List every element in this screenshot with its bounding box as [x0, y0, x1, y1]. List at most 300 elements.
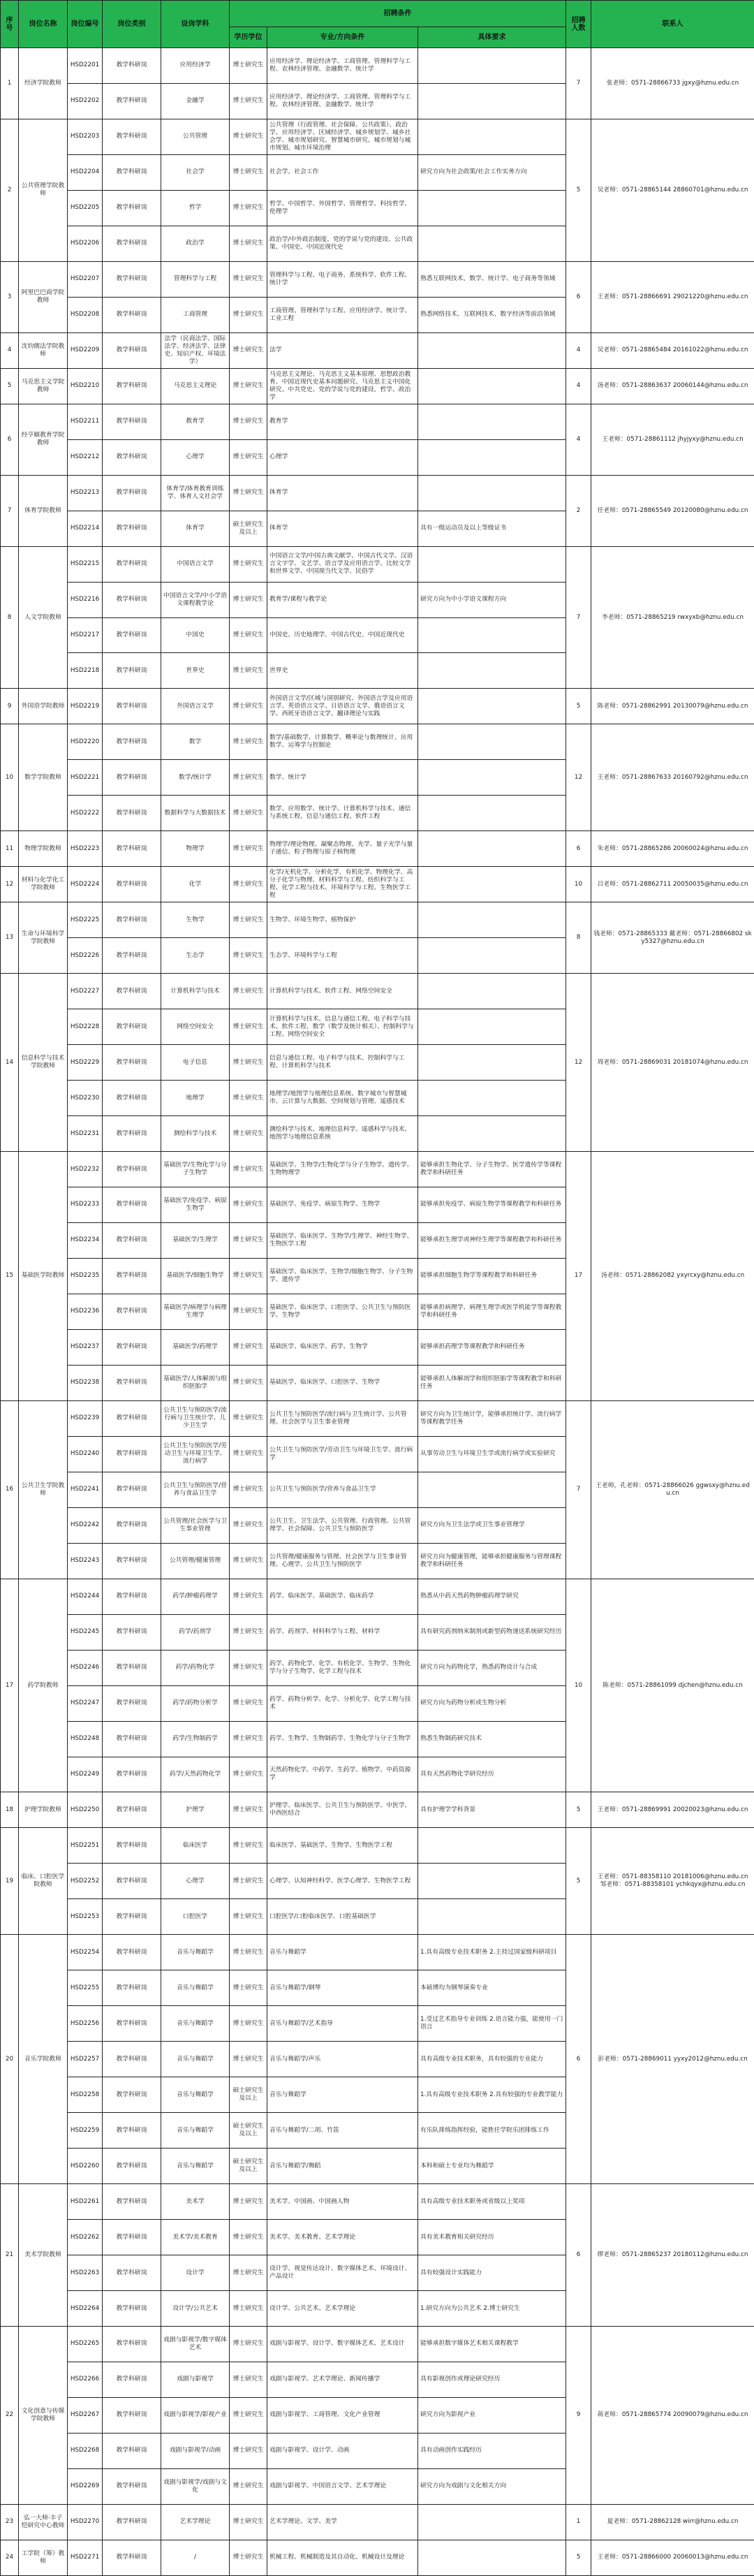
- cell-code: HSD2255: [68, 1970, 103, 2006]
- cell-category: 教学科研岗: [103, 2540, 161, 2575]
- cell-major: 数学/基础数学、计算数学、概率论与数理统计、应用数学、运筹学与控制论: [267, 724, 418, 760]
- cell-category: 教学科研岗: [103, 2327, 161, 2362]
- cell-code: HSD2227: [68, 974, 103, 1009]
- cell-subject: 药学/天然药物化学: [161, 1757, 230, 1792]
- cell-code: HSD2257: [68, 2042, 103, 2077]
- cell-req: [418, 938, 566, 974]
- cell-req: [418, 2504, 566, 2540]
- cell-subject: 音乐与舞蹈学: [161, 1935, 230, 1970]
- cell-degree: 博士研究生: [230, 261, 267, 297]
- cell-major: 美术学、中国画、中国画人物: [267, 2184, 418, 2220]
- cell-degree: 博士研究生: [230, 760, 267, 796]
- cell-code: HSD2249: [68, 1757, 103, 1792]
- cell-num: 10: [566, 867, 591, 902]
- cell-subject: /: [161, 2540, 230, 2575]
- cell-major: 美术学、美术教育、艺术学理论: [267, 2220, 418, 2255]
- cell-major: 设计学、视觉传达设计、数字媒体艺术、环境设计、产品设计: [267, 2255, 418, 2291]
- cell-code: HSD2256: [68, 2006, 103, 2042]
- cell-major: 临床医学、基础医学、生物学、生物医学工程: [267, 1828, 418, 1864]
- cell-category: 教学科研岗: [103, 2255, 161, 2291]
- cell-subject: 教育学: [161, 404, 230, 439]
- cell-subject: 公共卫生与预防医学/营养与食品卫生学: [161, 1472, 230, 1507]
- cell-contact: 王老师：0571-28866000 20060013@hznu.edu.cn: [591, 2540, 754, 2575]
- cell-req: 研究方向为卫生法学或卫生事业管理学: [418, 1507, 566, 1543]
- cell-req: [418, 1045, 566, 1081]
- cell-code: HSD2225: [68, 902, 103, 938]
- cell-subject: 音乐与舞蹈学: [161, 2077, 230, 2113]
- cell-req: [418, 226, 566, 261]
- cell-seq: 13: [1, 902, 19, 974]
- cell-degree: 博士研究生: [230, 1507, 267, 1543]
- cell-major: 管理科学与工程、电子商务、系统科学、软件工程、统计学: [267, 261, 418, 297]
- cell-degree: 博士研究生: [230, 2006, 267, 2042]
- cell-subject: 测绘科学与技术: [161, 1116, 230, 1152]
- cell-code: HSD2234: [68, 1222, 103, 1258]
- cell-degree: 博士研究生: [230, 226, 267, 261]
- cell-subject: 地理学: [161, 1081, 230, 1116]
- cell-subject: 基础医学/病理学与病理生理学: [161, 1294, 230, 1329]
- cell-dept: 护理学院教师: [19, 1792, 68, 1828]
- cell-code: HSD2232: [68, 1152, 103, 1187]
- cell-req: 有乐队排练指挥经验，能胜任学院乐团排练工作: [418, 2113, 566, 2149]
- cell-category: 教学科研岗: [103, 1650, 161, 1685]
- cell-contact: 王老师：0571-28867633 20160792@hznu.edu.cn: [591, 724, 754, 831]
- header-degree: 学历学位: [230, 27, 267, 48]
- cell-category: 教学科研岗: [103, 368, 161, 404]
- cell-major: 社会学、社会工作: [267, 154, 418, 190]
- header-subject: 设岗学科: [161, 1, 230, 48]
- cell-contact: 陈老师：0571-28862991 20130079@hznu.edu.cn: [591, 689, 754, 724]
- table-row: [1, 119, 754, 154]
- cell-major: 药学、临床医学、基础医学、临床药学: [267, 1579, 418, 1614]
- cell-major: 中国史、历史地理学、中国古代史、中国近现代史: [267, 617, 418, 653]
- cell-num: 7: [566, 546, 591, 689]
- table-row: [1, 546, 754, 582]
- cell-seq: 12: [1, 867, 19, 902]
- cell-degree: 博士研究生: [230, 1045, 267, 1081]
- cell-seq: 8: [1, 546, 19, 689]
- cell-subject: 中国语言文学/中小学语文课程教学论: [161, 582, 230, 617]
- cell-req: [418, 83, 566, 119]
- cell-subject: 临床医学: [161, 1828, 230, 1864]
- cell-major: 工商管理、管理科学与工程、应用经济学、统计学、工业工程: [267, 297, 418, 332]
- cell-major: 基础医学、生物学/生物化学与分子生物学、遗传学、生物物理学: [267, 1152, 418, 1187]
- cell-code: HSD2221: [68, 760, 103, 796]
- cell-category: 教学科研岗: [103, 1436, 161, 1472]
- cell-major: 机械工程、机械制造及其自动化、机械设计及理论: [267, 2540, 418, 2575]
- cell-req: 能够承担细胞生物学等课程教学和科研任务: [418, 1258, 566, 1294]
- cell-code: HSD2209: [68, 332, 103, 368]
- cell-code: HSD2211: [68, 404, 103, 439]
- table-row: [1, 2327, 754, 2362]
- cell-req: [418, 48, 566, 84]
- cell-num: 4: [566, 368, 591, 404]
- cell-contact: 夏老师：0571-28862128 wirr@hznu.edu.cn: [591, 2504, 754, 2540]
- cell-degree: 博士研究生: [230, 1899, 267, 1935]
- cell-dept: 临床、口腔医学院教师: [19, 1828, 68, 1935]
- cell-degree: 博士研究生: [230, 1792, 267, 1828]
- cell-category: 教学科研岗: [103, 439, 161, 475]
- cell-req: [418, 1472, 566, 1507]
- cell-major: 音乐与舞蹈学/舞蹈: [267, 2149, 418, 2184]
- cell-major: 教育学: [267, 404, 418, 439]
- cell-contact: 吴老师：0571-28865144 28860701@hznu.edu.cn: [591, 119, 754, 261]
- cell-req: [418, 190, 566, 226]
- cell-degree: 博士研究生: [230, 1365, 267, 1400]
- cell-degree: 博士研究生: [230, 1329, 267, 1365]
- cell-subject: 哲学: [161, 190, 230, 226]
- header-seq: 序号: [1, 1, 19, 48]
- cell-subject: 管理科学与工程: [161, 261, 230, 297]
- cell-seq: 4: [1, 332, 19, 368]
- cell-degree: 博士研究生: [230, 689, 267, 724]
- cell-code: HSD2210: [68, 368, 103, 404]
- cell-category: 教学科研岗: [103, 1579, 161, 1614]
- cell-subject: 美术学: [161, 2184, 230, 2220]
- cell-code: HSD2236: [68, 1294, 103, 1329]
- cell-major: 药学、药物分析学、化学、分析化学、化学工程与技术: [267, 1685, 418, 1721]
- cell-degree: 博士研究生: [230, 617, 267, 653]
- cell-category: 教学科研岗: [103, 2504, 161, 2540]
- cell-subject: 物理学: [161, 831, 230, 867]
- cell-req: 研究方向为中小学语文课程方向: [418, 582, 566, 617]
- cell-category: 教学科研岗: [103, 1222, 161, 1258]
- table-row: [1, 2540, 754, 2575]
- cell-contact: 周老师：0571-28869031 20181074@hznu.edu.cn: [591, 974, 754, 1152]
- cell-req: [418, 689, 566, 724]
- cell-subject: 法学（民商法学、国际法学、经济法学、法律史、知识产权、环境法学）: [161, 332, 230, 368]
- cell-code: HSD2254: [68, 1935, 103, 1970]
- cell-contact: 李老师：0571-28865219 rwxyxb@hznu.edu.cn: [591, 546, 754, 689]
- cell-num: 6: [566, 831, 591, 867]
- cell-subject: 音乐与舞蹈学: [161, 2042, 230, 2077]
- cell-code: HSD2202: [68, 83, 103, 119]
- cell-degree: 博士研究生: [230, 404, 267, 439]
- cell-code: HSD2238: [68, 1365, 103, 1400]
- cell-category: 教学科研岗: [103, 2149, 161, 2184]
- cell-major: 信息与通信工程、电子科学与技术、控制科学与工程、计算机科学与技术: [267, 1045, 418, 1081]
- cell-contact: 汤老师：0571-28863637 20060144@hznu.edu.cn: [591, 368, 754, 404]
- cell-req: [418, 546, 566, 582]
- cell-dept: 物理学院教师: [19, 831, 68, 867]
- cell-contact: 汤老师：0571-28862082 yxyrcxy@hznu.edu.cn: [591, 1152, 754, 1401]
- cell-major: 音乐与舞蹈学/声乐: [267, 2042, 418, 2077]
- cell-category: 教学科研岗: [103, 226, 161, 261]
- cell-contact: 缪老师：0571-28865237 20180112@hznu.edu.cn: [591, 2184, 754, 2327]
- cell-seq: 23: [1, 2504, 19, 2540]
- cell-degree: 博士研究生: [230, 2397, 267, 2433]
- cell-contact: 张老师：0571-28866733 jgxy@hznu.edu.cn: [591, 48, 754, 119]
- cell-req: 熟悉生物制药研究技术: [418, 1721, 566, 1757]
- cell-major: 公共卫生与预防医学/流行病与卫生统计学、公共管理、社会医学与卫生事业管理: [267, 1400, 418, 1436]
- cell-category: 教学科研岗: [103, 297, 161, 332]
- cell-subject: 生物学: [161, 902, 230, 938]
- cell-subject: 生态学: [161, 938, 230, 974]
- cell-degree: 博士研究生: [230, 119, 267, 154]
- cell-category: 教学科研岗: [103, 261, 161, 297]
- table-row: [1, 261, 754, 297]
- cell-category: 教学科研岗: [103, 760, 161, 796]
- cell-major: 设计学、公共艺术、艺术学理论: [267, 2291, 418, 2327]
- cell-major: 计算机科学与技术、信息与通信工程、电子科学与技术、软件工程、数学（数学及统计相关）、控制科学与工程、网络空间安全: [267, 1009, 418, 1045]
- cell-degree: 博士研究生: [230, 1935, 267, 1970]
- cell-subject: 美术学/美术教育: [161, 2220, 230, 2255]
- cell-contact: 王老师：0571-88358110 20181006@hznu.edu.cn 邹老师：0571-88358101 ychkqyx@hznu.edu.cn: [591, 1828, 754, 1935]
- cell-degree: 博士研究生: [230, 297, 267, 332]
- cell-req: 熟悉网络技术、互联网技术、数字经济等前沿领域: [418, 297, 566, 332]
- cell-degree: 博士研究生: [230, 1614, 267, 1650]
- cell-major: 基础医学、临床医学、口腔医学、生物学: [267, 1365, 418, 1400]
- cell-category: 教学科研岗: [103, 1009, 161, 1045]
- cell-subject: 基础医学/药理学: [161, 1329, 230, 1365]
- cell-subject: 世界史: [161, 653, 230, 689]
- cell-major: 基础医学、临床医学、药学、生物学: [267, 1329, 418, 1365]
- cell-major: 戏剧与影视学、工商管理、文化产业管理: [267, 2397, 418, 2433]
- cell-subject: 基础医学/细胞生物学: [161, 1258, 230, 1294]
- cell-degree: 博士研究生: [230, 1543, 267, 1579]
- cell-category: 教学科研岗: [103, 1329, 161, 1365]
- cell-contact: 王老师，孔老师：0571-28866026 ggwsxy@hznu.edu.cn: [591, 1400, 754, 1579]
- cell-degree: 博士研究生: [230, 83, 267, 119]
- cell-code: HSD2259: [68, 2113, 103, 2149]
- cell-degree: 博士研究生: [230, 1757, 267, 1792]
- cell-code: HSD2204: [68, 154, 103, 190]
- cell-req: [418, 119, 566, 154]
- table-row: [1, 689, 754, 724]
- header-num: 招聘人数: [566, 1, 591, 48]
- cell-contact: 蒋老师：0571-28865774 20090079@hznu.edu.cn: [591, 2327, 754, 2505]
- cell-dept: 阿里巴巴商学院教师: [19, 261, 68, 332]
- cell-seq: 18: [1, 1792, 19, 1828]
- cell-dept: 人文学院教师: [19, 546, 68, 689]
- cell-req: 1.具有高级专业技术职务 2.具有较强的专业教学能力: [418, 2077, 566, 2113]
- cell-subject: 口腔医学: [161, 1899, 230, 1935]
- cell-degree: 博士研究生: [230, 2255, 267, 2291]
- cell-degree: 博士研究生: [230, 2433, 267, 2468]
- cell-category: 教学科研岗: [103, 582, 161, 617]
- cell-degree: 博士研究生: [230, 190, 267, 226]
- cell-num: 10: [566, 1579, 591, 1792]
- cell-subject: 中国史: [161, 617, 230, 653]
- cell-code: HSD2240: [68, 1436, 103, 1472]
- cell-major: 戏剧与影视学、艺术学理论、新闻传播学: [267, 2362, 418, 2397]
- cell-category: 教学科研岗: [103, 1757, 161, 1792]
- cell-category: 教学科研岗: [103, 2291, 161, 2327]
- cell-num: 9: [566, 2327, 591, 2505]
- cell-category: 教学科研岗: [103, 617, 161, 653]
- cell-major: 音乐与舞蹈学: [267, 1935, 418, 1970]
- table-row: [1, 902, 754, 938]
- cell-degree: 博士研究生: [230, 1294, 267, 1329]
- cell-dept: 外国语学院教师: [19, 689, 68, 724]
- cell-major: 护理学、临床医学、公共卫生与预防医学、中医学、中西医结合: [267, 1792, 418, 1828]
- header-contact: 联系人: [591, 1, 754, 48]
- cell-req: 熟悉互联网技术，数学、统计学、电子商务等领域: [418, 261, 566, 297]
- cell-code: HSD2206: [68, 226, 103, 261]
- cell-req: [418, 617, 566, 653]
- cell-code: HSD2250: [68, 1792, 103, 1828]
- cell-code: HSD2267: [68, 2397, 103, 2433]
- table-row: [1, 2504, 754, 2540]
- cell-category: 教学科研岗: [103, 2113, 161, 2149]
- cell-code: HSD2229: [68, 1045, 103, 1081]
- cell-category: 教学科研岗: [103, 653, 161, 689]
- cell-major: 心理学、认知神经科学、医学心理学、生物医学工程: [267, 1864, 418, 1899]
- cell-dept: 基础医学院教师: [19, 1152, 68, 1401]
- cell-degree: 博士研究生: [230, 1222, 267, 1258]
- cell-category: 教学科研岗: [103, 1365, 161, 1400]
- cell-major: 体育学: [267, 511, 418, 546]
- cell-subject: 戏剧与影视学/戏剧与文化: [161, 2468, 230, 2504]
- cell-req: [418, 760, 566, 796]
- cell-major: 化学/无机化学、分析化学、有机化学、物理化学、高分子化学与物理、材料科学与工程、纺织科学与工程、化学工程与技术、环境科学与工程、生物医学工程: [267, 867, 418, 902]
- cell-dept: 药学院教师: [19, 1579, 68, 1792]
- cell-major: 法学: [267, 332, 418, 368]
- cell-contact: 陈老师：0571-28861099 djchen@hznu.edu.cn: [591, 1579, 754, 1792]
- cell-code: HSD2228: [68, 1009, 103, 1045]
- cell-degree: 博士研究生: [230, 938, 267, 974]
- cell-degree: 博士研究生: [230, 2184, 267, 2220]
- cell-category: 教学科研岗: [103, 1081, 161, 1116]
- cell-req: [418, 724, 566, 760]
- cell-category: 教学科研岗: [103, 1970, 161, 2006]
- cell-major: 音乐与舞蹈学/二胡、竹笛: [267, 2113, 418, 2149]
- cell-dept: 生命与环境科学学院教师: [19, 902, 68, 974]
- cell-seq: 19: [1, 1828, 19, 1935]
- cell-degree: 博士研究生: [230, 2220, 267, 2255]
- cell-code: HSD2262: [68, 2220, 103, 2255]
- cell-major: 世界史: [267, 653, 418, 689]
- cell-subject: 护理学: [161, 1792, 230, 1828]
- cell-num: 5: [566, 2540, 591, 2575]
- table-row: [1, 974, 754, 1009]
- cell-code: HSD2264: [68, 2291, 103, 2327]
- cell-degree: 博士研究生: [230, 1009, 267, 1045]
- cell-req: [418, 1116, 566, 1152]
- cell-category: 教学科研岗: [103, 1935, 161, 1970]
- cell-major: 体育学: [267, 475, 418, 511]
- cell-dept: 沈钧儒法学院教师: [19, 332, 68, 368]
- cell-category: 教学科研岗: [103, 1828, 161, 1864]
- cell-contact: 吕老师：0571-28862711 20050035@hznu.edu.cn: [591, 867, 754, 902]
- cell-subject: 社会学: [161, 154, 230, 190]
- cell-subject: 基础医学/免疫学、病原生物学: [161, 1187, 230, 1223]
- cell-degree: 博士研究生: [230, 1081, 267, 1116]
- cell-code: HSD2231: [68, 1116, 103, 1152]
- cell-seq: 6: [1, 404, 19, 475]
- header-conditions: 招聘条件: [230, 1, 566, 27]
- cell-major: 教育学/课程与教学论: [267, 582, 418, 617]
- cell-req: [418, 867, 566, 902]
- cell-req: 本硕博均为钢琴演奏专业: [418, 1970, 566, 2006]
- cell-degree: 硕士研究生及以上: [230, 511, 267, 546]
- cell-major: 应用经济学、理论经济学、工商管理、管理科学与工程、农林经济管理、金融数学、统计学: [267, 48, 418, 84]
- cell-subject: 政治学: [161, 226, 230, 261]
- cell-code: HSD2242: [68, 1507, 103, 1543]
- cell-degree: 博士研究生: [230, 1187, 267, 1223]
- cell-category: 教学科研岗: [103, 1116, 161, 1152]
- cell-subject: 音乐与舞蹈学: [161, 2113, 230, 2149]
- table-row: [1, 867, 754, 902]
- cell-subject: 数学: [161, 724, 230, 760]
- cell-subject: 数学/统计学: [161, 760, 230, 796]
- cell-degree: 博士研究生: [230, 368, 267, 404]
- cell-code: HSD2218: [68, 653, 103, 689]
- cell-category: 教学科研岗: [103, 475, 161, 511]
- cell-subject: 公共卫生与预防医学/流行病与卫生统计学、儿少卫生学: [161, 1400, 230, 1436]
- table-row: [1, 2184, 754, 2220]
- cell-req: [418, 796, 566, 831]
- cell-subject: 体育学: [161, 511, 230, 546]
- cell-major: 公共卫生、卫生法学、公共管理、行政管理、公共管理学、社会保障、公共卫生与预防医学: [267, 1507, 418, 1543]
- cell-subject: 音乐与舞蹈学: [161, 2149, 230, 2184]
- table-row: [1, 475, 754, 511]
- cell-req: 研究方向为影视产业: [418, 2397, 566, 2433]
- cell-num: 2: [566, 475, 591, 546]
- cell-contact: 钱老师：0571-28865333 戴老师：0571-28866802 sky5327@hznu.edu.cn: [591, 902, 754, 974]
- cell-category: 教学科研岗: [103, 2006, 161, 2042]
- cell-code: HSD2219: [68, 689, 103, 724]
- cell-major: 公共管理/健康服务与管理、社会医学与卫生事业管理、心理学、公共卫生与预防医学: [267, 1543, 418, 1579]
- cell-major: 心理学: [267, 439, 418, 475]
- cell-subject: 音乐与舞蹈学: [161, 1970, 230, 2006]
- cell-num: 4: [566, 332, 591, 368]
- table-row: [1, 48, 754, 84]
- cell-subject: 设计学/公共艺术: [161, 2291, 230, 2327]
- cell-subject: 基础医学/生物化学与分子生物学: [161, 1152, 230, 1187]
- cell-degree: 博士研究生: [230, 2540, 267, 2575]
- cell-subject: 计算机科学与技术: [161, 974, 230, 1009]
- cell-category: 教学科研岗: [103, 1472, 161, 1507]
- cell-major: 药学、生物学、生物制药学、生物化学与分子生物学: [267, 1721, 418, 1757]
- cell-degree: 博士研究生: [230, 2291, 267, 2327]
- cell-category: 教学科研岗: [103, 48, 161, 84]
- cell-num: 12: [566, 974, 591, 1152]
- cell-category: 教学科研岗: [103, 724, 161, 760]
- cell-major: 戏剧与影视学、中国语言文学、艺术学理论: [267, 2468, 418, 2504]
- cell-category: 教学科研岗: [103, 332, 161, 368]
- cell-subject: 中国语言文学: [161, 546, 230, 582]
- cell-category: 教学科研岗: [103, 1899, 161, 1935]
- cell-contact: 彭老师：0571-28869011 yyxy2012@hznu.edu.cn: [591, 1935, 754, 2184]
- table-row: [1, 1935, 754, 1970]
- cell-code: HSD2220: [68, 724, 103, 760]
- cell-degree: 博士研究生: [230, 1685, 267, 1721]
- cell-degree: 博士研究生: [230, 2468, 267, 2504]
- cell-code: HSD2252: [68, 1864, 103, 1899]
- cell-degree: 博士研究生: [230, 1436, 267, 1472]
- cell-category: 教学科研岗: [103, 1045, 161, 1081]
- cell-major: 地理学/地图学与地理信息系统、数字城市与智慧城市、云计算与大数据、空间规划与管理、遥感技术: [267, 1081, 418, 1116]
- cell-major: 外国语言文学/区域与国别研究、外国语言学及应用语言学、英语语言文学、日语语言文学、俄语语言文学、西班牙语语言文学、翻译理论与实践: [267, 689, 418, 724]
- cell-num: 5: [566, 1792, 591, 1828]
- cell-subject: 基础医学/生理学: [161, 1222, 230, 1258]
- cell-req: 1.受过艺术指导专业训练 2.语言能力强，能使用一门语言: [418, 2006, 566, 2042]
- cell-req: 研究方向为药物化学，熟悉药物设计与合成: [418, 1650, 566, 1685]
- cell-category: 教学科研岗: [103, 867, 161, 902]
- cell-code: HSD2224: [68, 867, 103, 902]
- cell-code: HSD2263: [68, 2255, 103, 2291]
- cell-seq: 3: [1, 261, 19, 332]
- cell-category: 教学科研岗: [103, 2042, 161, 2077]
- cell-category: 教学科研岗: [103, 1294, 161, 1329]
- cell-contact: 王老师：0571-28866691 29021220@hznu.edu.cn: [591, 261, 754, 332]
- cell-subject: 药学/药物化学: [161, 1650, 230, 1685]
- cell-category: 教学科研岗: [103, 154, 161, 190]
- cell-req: [418, 831, 566, 867]
- cell-major: 数学、统计学: [267, 760, 418, 796]
- cell-category: 教学科研岗: [103, 902, 161, 938]
